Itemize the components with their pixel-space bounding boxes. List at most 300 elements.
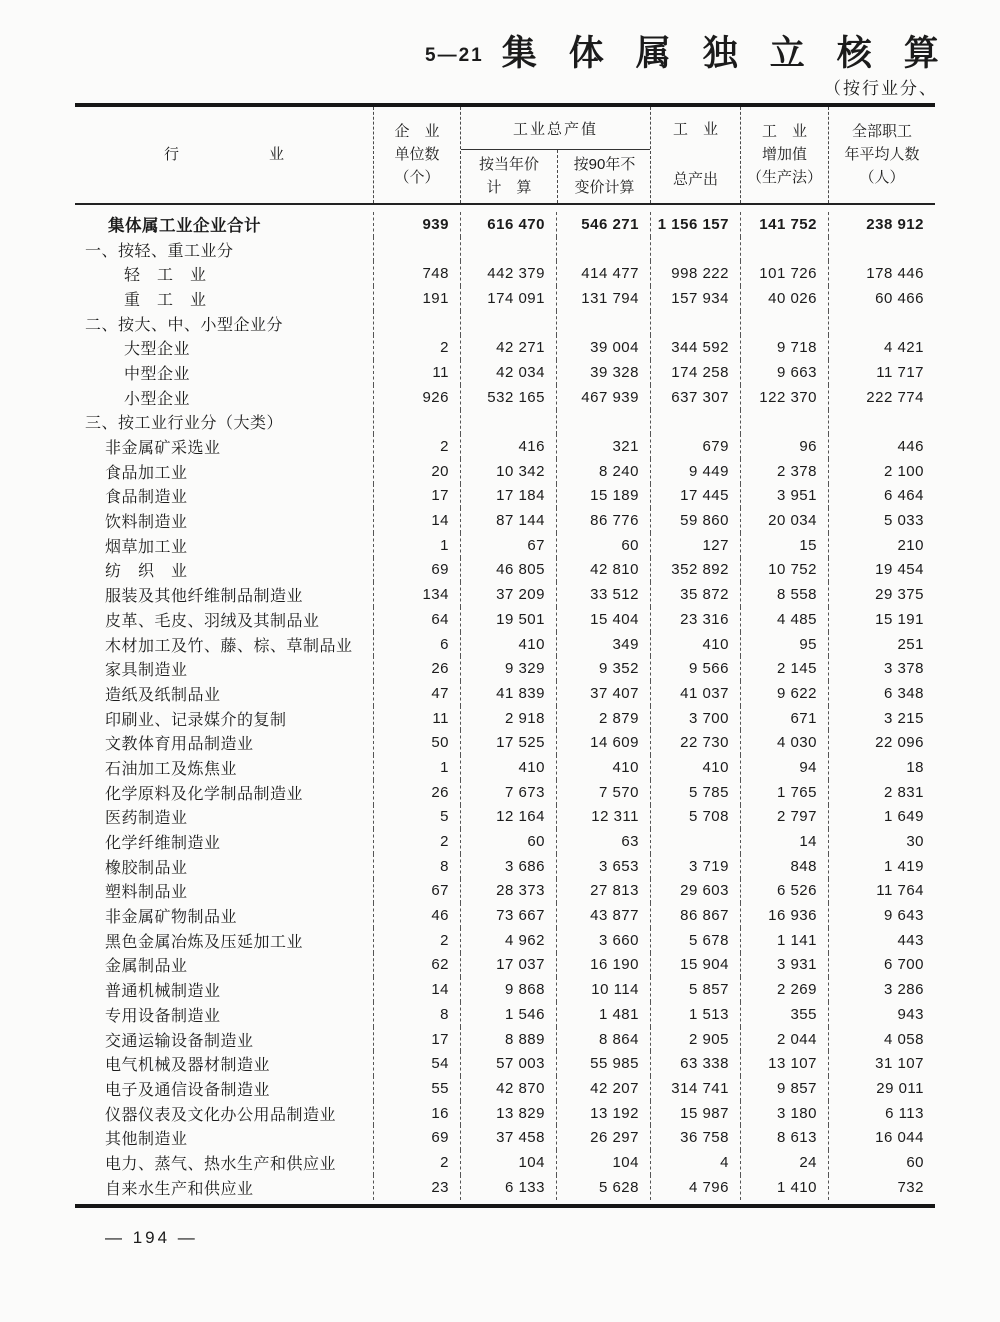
row-value: 60 466 [828, 286, 935, 311]
page-number: — 194 — [105, 1228, 198, 1247]
col-total-output-line2: 总产出 [672, 170, 718, 188]
page-subtitle: （按行业分、 [824, 79, 938, 98]
row-value: 15 987 [650, 1101, 740, 1126]
row-value: 8 [373, 854, 460, 879]
row-value: 55 985 [556, 1051, 650, 1076]
row-value: 1 141 [740, 928, 828, 953]
row-value: 14 [373, 977, 460, 1002]
row-value [740, 311, 828, 336]
row-label: 非金属矿采选业 [105, 440, 221, 458]
row-value: 178 446 [828, 261, 935, 286]
row-value: 6 113 [828, 1101, 935, 1126]
col-current-price-line1: 按当年价 [478, 155, 539, 173]
col-added-value-line1: 工 业 [761, 122, 807, 140]
table-row [75, 681, 935, 706]
row-value: 174 258 [650, 360, 740, 385]
row-label: 中型企业 [124, 365, 191, 383]
row-value: 2 797 [740, 805, 828, 830]
row-label: 食品制造业 [105, 489, 188, 507]
row-value: 60 [828, 1150, 935, 1175]
row-value: 5 708 [650, 805, 740, 830]
row-value: 16 [373, 1101, 460, 1126]
col-total-output-header [650, 107, 740, 203]
row-value: 5 [373, 805, 460, 830]
row-value: 14 [373, 508, 460, 533]
table-row [75, 484, 935, 509]
row-value: 6 464 [828, 484, 935, 509]
row-label: 服装及其他纤维制品制造业 [105, 588, 304, 606]
row-label: 金属制品业 [105, 958, 188, 976]
row-value: 37 407 [556, 681, 650, 706]
row-value: 95 [740, 632, 828, 657]
row-value: 2 918 [460, 706, 556, 731]
row-label: 普通机械制造业 [105, 983, 221, 1001]
row-value: 17 445 [650, 484, 740, 509]
row-value: 3 286 [828, 977, 935, 1002]
row-value: 30 [828, 829, 935, 854]
row-value: 8 240 [556, 459, 650, 484]
row-label: 自来水生产和供应业 [105, 1180, 254, 1198]
row-label: 石油加工及炼焦业 [105, 760, 238, 778]
row-value: 13 107 [740, 1051, 828, 1076]
row-value: 60 [556, 533, 650, 558]
table-row [75, 286, 935, 311]
table-row [75, 1051, 935, 1076]
col-units-line1: 企 业 [394, 122, 440, 140]
row-value: 11 764 [828, 879, 935, 904]
row-value: 2 100 [828, 459, 935, 484]
row-value: 122 370 [740, 385, 828, 410]
row-value: 732 [828, 1175, 935, 1200]
row-value: 3 951 [740, 484, 828, 509]
table-row [75, 410, 935, 435]
row-value: 8 [373, 1002, 460, 1027]
table-row [75, 879, 935, 904]
row-value: 2 269 [740, 977, 828, 1002]
col-units-line2: 单位数 [394, 145, 440, 163]
col-added-value-line3: （生产法） [746, 169, 822, 187]
row-value: 28 373 [460, 879, 556, 904]
row-value: 3 378 [828, 656, 935, 681]
col-added-value-line2: 增加值 [761, 145, 807, 163]
row-value: 5 628 [556, 1175, 650, 1200]
row-value: 344 592 [650, 335, 740, 360]
row-value: 157 934 [650, 286, 740, 311]
row-value: 15 904 [650, 953, 740, 978]
row-value: 2 145 [740, 656, 828, 681]
table-row [75, 533, 935, 558]
row-value: 2 [373, 335, 460, 360]
row-value: 64 [373, 607, 460, 632]
table-row [75, 953, 935, 978]
col-constant-price-line2: 变价计算 [574, 179, 635, 196]
row-value: 5 033 [828, 508, 935, 533]
row-value: 16 044 [828, 1125, 935, 1150]
row-value: 26 [373, 656, 460, 681]
row-value: 2 [373, 829, 460, 854]
row-value: 141 752 [740, 212, 828, 237]
row-value: 16 936 [740, 903, 828, 928]
row-value: 43 877 [556, 903, 650, 928]
table-row [75, 1101, 935, 1126]
table-row [75, 903, 935, 928]
row-value: 446 [828, 434, 935, 459]
row-value: 9 643 [828, 903, 935, 928]
row-value: 42 870 [460, 1076, 556, 1101]
row-value: 22 096 [828, 730, 935, 755]
row-value: 18 [828, 755, 935, 780]
row-value: 5 857 [650, 977, 740, 1002]
row-value: 62 [373, 953, 460, 978]
row-value: 939 [373, 212, 460, 237]
col-gross-output-subcols [461, 150, 650, 203]
row-label: 皮革、毛皮、羽绒及其制品业 [105, 612, 320, 630]
row-value [556, 237, 650, 262]
table-row [75, 854, 935, 879]
row-value: 4 485 [740, 607, 828, 632]
row-value: 10 114 [556, 977, 650, 1002]
row-value: 671 [740, 706, 828, 731]
row-value: 63 338 [650, 1051, 740, 1076]
row-label: 食品加工业 [105, 464, 188, 482]
row-value: 9 566 [650, 656, 740, 681]
row-value: 1 156 157 [650, 212, 740, 237]
row-value: 26 297 [556, 1125, 650, 1150]
row-value: 15 [740, 533, 828, 558]
row-label: 电力、蒸气、热水生产和供应业 [105, 1155, 337, 1173]
table-body [75, 205, 935, 1204]
row-value: 69 [373, 1125, 460, 1150]
row-value: 943 [828, 1002, 935, 1027]
row-value: 1 765 [740, 780, 828, 805]
col-staff-line3: （人） [859, 169, 905, 187]
row-value: 127 [650, 533, 740, 558]
row-value: 3 660 [556, 928, 650, 953]
row-value: 15 404 [556, 607, 650, 632]
row-label: 木材加工及竹、藤、棕、草制品业 [105, 637, 353, 655]
row-value: 94 [740, 755, 828, 780]
row-value: 6 133 [460, 1175, 556, 1200]
row-value: 27 813 [556, 879, 650, 904]
row-value: 33 512 [556, 582, 650, 607]
row-value: 29 375 [828, 582, 935, 607]
row-value: 3 653 [556, 854, 650, 879]
row-label: 大型企业 [124, 341, 191, 359]
table-row [75, 311, 935, 336]
row-label: 化学原料及化学制品制造业 [105, 785, 304, 803]
row-value: 314 741 [650, 1076, 740, 1101]
row-label: 黑色金属冶炼及压延加工业 [105, 933, 304, 951]
row-value: 40 026 [740, 286, 828, 311]
col-gross-output-label: 工业总产值 [461, 107, 650, 150]
table-row [75, 706, 935, 731]
row-value [460, 410, 556, 435]
row-value: 39 004 [556, 335, 650, 360]
row-label: 医药制造业 [105, 810, 188, 828]
row-value: 410 [650, 755, 740, 780]
row-value: 748 [373, 261, 460, 286]
row-value: 191 [373, 286, 460, 311]
table-row [75, 434, 935, 459]
row-value: 1 546 [460, 1002, 556, 1027]
row-label: 轻 工 业 [124, 267, 207, 285]
row-label: 化学纤维制造业 [105, 835, 221, 853]
row-value: 1 513 [650, 1002, 740, 1027]
row-value: 17 [373, 484, 460, 509]
row-value: 67 [460, 533, 556, 558]
row-value: 13 829 [460, 1101, 556, 1126]
table-row [75, 1125, 935, 1150]
row-value: 8 864 [556, 1027, 650, 1052]
row-value: 7 570 [556, 780, 650, 805]
row-value: 29 603 [650, 879, 740, 904]
row-value: 11 717 [828, 360, 935, 385]
row-value: 4 421 [828, 335, 935, 360]
col-current-price-line2: 计 算 [486, 179, 532, 196]
row-value: 14 [740, 829, 828, 854]
row-value: 9 449 [650, 459, 740, 484]
row-value: 46 805 [460, 558, 556, 583]
table-row [75, 1076, 935, 1101]
row-value: 679 [650, 434, 740, 459]
row-value: 4 [650, 1150, 740, 1175]
row-value: 47 [373, 681, 460, 706]
row-value: 2 [373, 1150, 460, 1175]
row-value: 10 342 [460, 459, 556, 484]
row-value [650, 311, 740, 336]
table-row [75, 237, 935, 262]
row-value: 134 [373, 582, 460, 607]
row-value: 19 501 [460, 607, 556, 632]
table-header [75, 107, 935, 205]
row-value [650, 829, 740, 854]
row-value: 17 525 [460, 730, 556, 755]
row-value: 54 [373, 1051, 460, 1076]
row-value: 35 872 [650, 582, 740, 607]
row-value: 8 889 [460, 1027, 556, 1052]
row-value: 5 785 [650, 780, 740, 805]
row-value: 3 700 [650, 706, 740, 731]
col-industry-header [75, 107, 373, 203]
row-value: 6 526 [740, 879, 828, 904]
row-value: 3 931 [740, 953, 828, 978]
row-value: 3 719 [650, 854, 740, 879]
row-value [460, 237, 556, 262]
row-value: 69 [373, 558, 460, 583]
row-value: 443 [828, 928, 935, 953]
row-label: 造纸及纸制品业 [105, 686, 221, 704]
col-constant-price-line1: 按90年不 [573, 155, 636, 173]
row-value: 50 [373, 730, 460, 755]
row-value: 2 044 [740, 1027, 828, 1052]
row-value: 22 730 [650, 730, 740, 755]
row-value: 546 271 [556, 212, 650, 237]
row-value: 104 [556, 1150, 650, 1175]
row-value: 86 776 [556, 508, 650, 533]
row-value [828, 237, 935, 262]
row-label: 交通运输设备制造业 [105, 1032, 254, 1050]
row-value [556, 410, 650, 435]
row-value: 174 091 [460, 286, 556, 311]
row-label: 橡胶制品业 [105, 859, 188, 877]
row-value [650, 410, 740, 435]
row-label: 三、按工业行业分（大类） [85, 415, 284, 433]
row-value: 222 774 [828, 385, 935, 410]
row-label: 家具制造业 [105, 662, 188, 680]
row-value: 4 962 [460, 928, 556, 953]
table-row [75, 632, 935, 657]
row-label: 纺 织 业 [105, 563, 188, 581]
row-value: 101 726 [740, 261, 828, 286]
col-units-line3: （个） [394, 169, 440, 187]
col-staff-line1: 全部职工 [851, 122, 912, 140]
row-value: 410 [650, 632, 740, 657]
row-value: 2 831 [828, 780, 935, 805]
row-value: 848 [740, 854, 828, 879]
row-value: 31 107 [828, 1051, 935, 1076]
row-value [373, 410, 460, 435]
row-value: 1 481 [556, 1002, 650, 1027]
row-value: 23 [373, 1175, 460, 1200]
row-value: 467 939 [556, 385, 650, 410]
row-value: 349 [556, 632, 650, 657]
row-value: 17 184 [460, 484, 556, 509]
row-value: 410 [460, 755, 556, 780]
table-row [75, 360, 935, 385]
row-label: 印刷业、记录媒介的复制 [105, 711, 287, 729]
row-value: 210 [828, 533, 935, 558]
row-value: 637 307 [650, 385, 740, 410]
row-value: 1 419 [828, 854, 935, 879]
row-value: 355 [740, 1002, 828, 1027]
row-value: 86 867 [650, 903, 740, 928]
row-value: 4 796 [650, 1175, 740, 1200]
row-value: 131 794 [556, 286, 650, 311]
row-value: 59 860 [650, 508, 740, 533]
table-row [75, 829, 935, 854]
row-value: 37 209 [460, 582, 556, 607]
row-value: 6 700 [828, 953, 935, 978]
table-row [75, 928, 935, 953]
row-label: 电子及通信设备制造业 [105, 1081, 271, 1099]
row-value: 15 189 [556, 484, 650, 509]
row-value: 12 311 [556, 805, 650, 830]
table-row [75, 1027, 935, 1052]
row-label: 重 工 业 [124, 291, 207, 309]
table-row [75, 582, 935, 607]
row-value: 15 191 [828, 607, 935, 632]
row-value: 3 215 [828, 706, 935, 731]
row-value: 9 329 [460, 656, 556, 681]
col-units-header [373, 107, 460, 203]
row-value: 19 454 [828, 558, 935, 583]
col-industry-label: 行 业 [163, 145, 284, 163]
row-value: 57 003 [460, 1051, 556, 1076]
row-value: 73 667 [460, 903, 556, 928]
col-staff-header [828, 107, 935, 203]
row-label: 烟草加工业 [105, 538, 188, 556]
row-value: 6 [373, 632, 460, 657]
row-value: 414 477 [556, 261, 650, 286]
row-value: 3 686 [460, 854, 556, 879]
row-label: 饮料制造业 [105, 514, 188, 532]
row-value: 87 144 [460, 508, 556, 533]
row-value: 11 [373, 706, 460, 731]
col-added-value-header [740, 107, 828, 203]
row-value: 9 622 [740, 681, 828, 706]
row-value [556, 311, 650, 336]
row-label: 小型企业 [124, 390, 191, 408]
col-gross-output-group [460, 107, 650, 203]
row-value: 442 379 [460, 261, 556, 286]
row-value: 926 [373, 385, 460, 410]
row-value: 41 037 [650, 681, 740, 706]
row-value: 14 609 [556, 730, 650, 755]
row-value: 352 892 [650, 558, 740, 583]
table-row [75, 1150, 935, 1175]
table-row [75, 212, 935, 237]
row-value [460, 311, 556, 336]
row-value: 16 190 [556, 953, 650, 978]
row-value [373, 237, 460, 262]
table-row [75, 656, 935, 681]
row-value: 23 316 [650, 607, 740, 632]
title-block [425, 26, 971, 76]
row-value: 104 [460, 1150, 556, 1175]
row-value: 2 [373, 434, 460, 459]
row-value [373, 311, 460, 336]
table-row [75, 780, 935, 805]
row-value [828, 311, 935, 336]
row-value: 26 [373, 780, 460, 805]
row-value: 2 378 [740, 459, 828, 484]
row-value: 2 879 [556, 706, 650, 731]
col-current-price-header [461, 150, 557, 203]
row-value: 11 [373, 360, 460, 385]
row-value: 1 410 [740, 1175, 828, 1200]
row-label: 其他制造业 [105, 1131, 188, 1149]
row-value: 9 663 [740, 360, 828, 385]
row-value: 9 718 [740, 335, 828, 360]
row-value: 9 868 [460, 977, 556, 1002]
stats-table [75, 103, 935, 1208]
row-value: 2 [373, 928, 460, 953]
row-label: 二、按大、中、小型企业分 [85, 316, 284, 334]
table-row [75, 730, 935, 755]
table-row [75, 1175, 935, 1200]
row-label: 塑料制品业 [105, 884, 188, 902]
table-row [75, 459, 935, 484]
row-value: 4 030 [740, 730, 828, 755]
row-value: 37 458 [460, 1125, 556, 1150]
row-value: 36 758 [650, 1125, 740, 1150]
table-row [75, 335, 935, 360]
row-value: 20 [373, 459, 460, 484]
row-value [650, 237, 740, 262]
table-number: 5—21 [425, 45, 484, 66]
row-value: 17 [373, 1027, 460, 1052]
row-value: 3 180 [740, 1101, 828, 1126]
row-value: 96 [740, 434, 828, 459]
row-value: 5 678 [650, 928, 740, 953]
row-value: 12 164 [460, 805, 556, 830]
col-staff-line2: 年平均人数 [844, 145, 920, 163]
row-value: 42 207 [556, 1076, 650, 1101]
row-label: 一、按轻、重工业分 [85, 242, 234, 260]
row-value: 10 752 [740, 558, 828, 583]
row-label: 专用设备制造业 [105, 1007, 221, 1025]
table-row [75, 755, 935, 780]
